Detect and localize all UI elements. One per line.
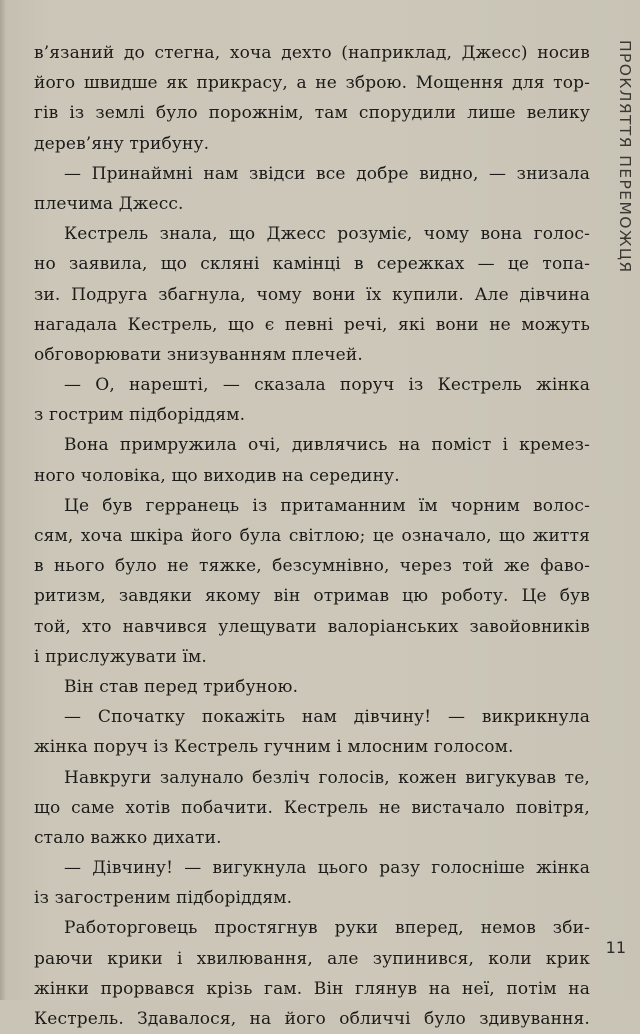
text-line: в нього було не тяжке, безсумнівно, через той же фаво- — [34, 556, 590, 577]
scan-shadow — [0, 0, 6, 1000]
text-line: — Дівчину! — вигукнула цього разу голосніше жінка — [64, 858, 590, 879]
text-line: жінки прорвався крізь гам. Він глянув на неї, потім на — [34, 978, 590, 999]
text-line: з гострим підборіддям. — [34, 405, 246, 426]
text-line: — О, нарешті, — сказала поруч із Кестрель жінка — [64, 375, 590, 396]
text-line: ного чоловіка, що виходив на середину. — [34, 465, 400, 486]
text-line: зи. Подруга збагнула, чому вони їх купили. Але дівчина — [34, 284, 590, 305]
text-line: дерев’яну трибуну. — [34, 133, 210, 154]
text-line: в’язаний до стегна, хоча дехто (наприклад, Джесс) носив — [34, 43, 590, 63]
text-line: — Спочатку покажіть нам дівчину! — викрикнула — [64, 707, 590, 728]
text-line: но заявила, що скляні камінці в сережках — це топа- — [34, 254, 590, 275]
text-line: що саме хотів побачити. Кестрель не вистачало повітря, — [34, 797, 590, 818]
text-line: нагадала Кестрель, що є певні речі, які вони не можуть — [34, 314, 590, 335]
running-head-text: ПРОКЛЯТТЯ ПЕРЕМОЖЦЯ — [616, 40, 634, 274]
text-line: жінка поруч із Кестрель гучним і млосним голосом. — [34, 737, 514, 758]
text-line: Кестрель. Здавалося, на його обличчі було здивування. — [34, 1009, 590, 1029]
text-line: Вона примружила очі, дивлячись на поміст і кремез- — [64, 435, 590, 456]
page-number: 11 — [605, 938, 626, 957]
text-line: Навкруги залунало безліч голосів, кожен вигукував те, — [64, 767, 590, 788]
text-line: сям, хоча шкіра його була світлою; це означало, що життя — [34, 526, 590, 546]
body-text — [34, 38, 590, 1034]
text-line: гів із землі було порожнім, там спорудили лише велику — [34, 103, 590, 124]
text-line: із загостреним підборіддям. — [34, 888, 293, 909]
text-line: раючи крики і хвилювання, але зупинився, коли крик — [34, 948, 590, 969]
text-line: ритизм, завдяки якому він отримав цю роботу. Це був — [34, 586, 590, 607]
text-line: і прислужувати їм. — [34, 646, 207, 667]
text-line: його швидше як прикрасу, а не зброю. Мощення для тор- — [34, 73, 590, 94]
text-line: Він став перед трибуною. — [64, 676, 299, 697]
text-line: Работорговець простягнув руки вперед, немов зби- — [64, 918, 590, 939]
text-line: Кестрель знала, що Джесс розуміє, чому вона голос- — [64, 224, 590, 245]
text-line: плечима Джесс. — [34, 193, 184, 214]
text-line: той, хто навчився улещувати валоріанських завойовників — [34, 616, 590, 637]
text-line: Це був герранець із притаманним їм чорним волос- — [64, 495, 590, 516]
text-line: обговорювати знизуванням плечей. — [34, 344, 363, 365]
text-line: стало важко дихати. — [34, 827, 222, 848]
text-line: — Принаймні нам звідси все добре видно, — знизала — [64, 163, 590, 184]
running-head — [608, 40, 634, 480]
